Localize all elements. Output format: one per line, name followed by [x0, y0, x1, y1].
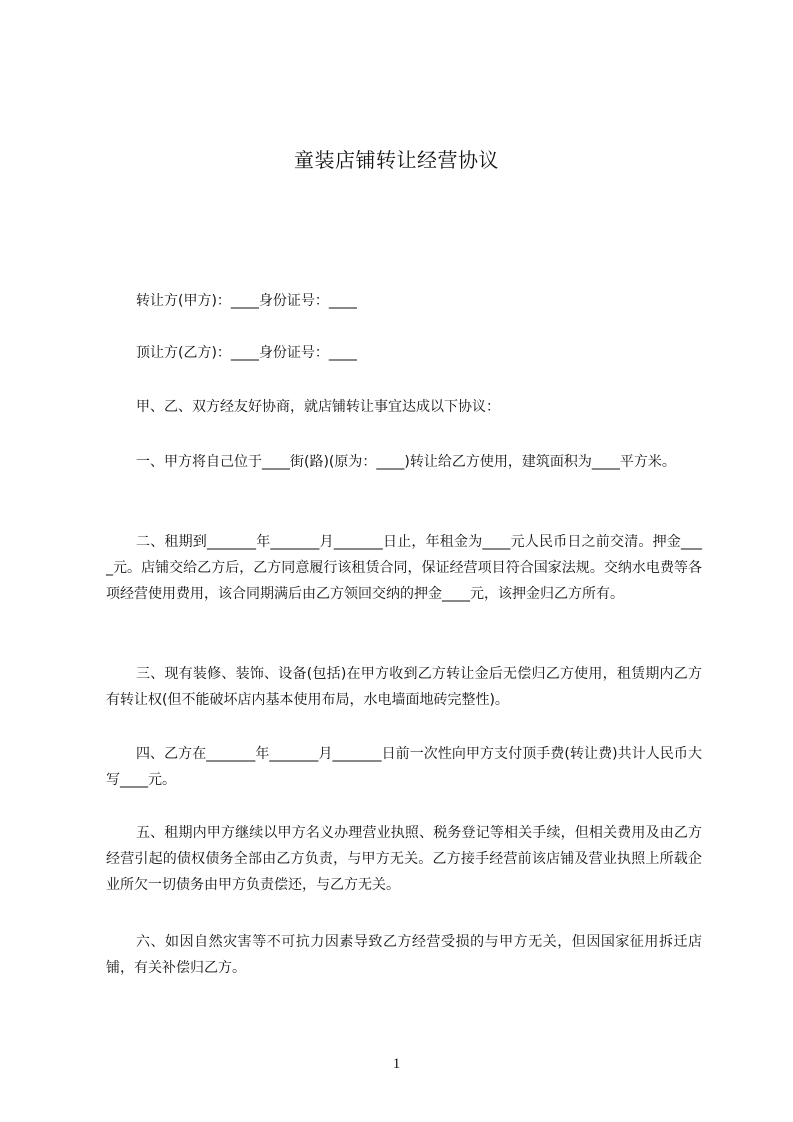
document-title: 童装店铺转让经营协议 [294, 148, 499, 172]
clause-2: 二、租期到_______年_______月_______日止，年租金为____元人民币日之前交清。押金____元。店铺交给乙方后，乙方同意履行该租赁合同，保证经营项目符合国家法规。交纳水电费等各项经营使用费用，该合同期满后由乙方领回交纳的押金____元，该押金归乙方所有。 [106, 534, 702, 602]
transferor-line: 转让方(甲方)：____身份证号：____ [136, 293, 357, 309]
clause-6: 六、如因自然灾害等不可抗力因素导致乙方经营受损的与甲方无关，但因国家征用拆迁店铺，有关补偿归乙方。 [106, 934, 702, 976]
clause-1: 一、甲方将自己位于____街(路)(原为：____)转让给乙方使用，建筑面积为____平方米。 [136, 454, 676, 470]
page-number: 1 [392, 1056, 401, 1072]
clause-5: 五、租期内甲方继续以甲方名义办理营业执照、税务登记等相关手续，但相关费用及由乙方经营引起的债权债务全部由乙方负责，与甲方无关。乙方接手经营前该店铺及营业执照上所载企业所欠一切债务由甲方负责偿还，与乙方无关。 [106, 825, 702, 893]
transferee-line: 顶让方(乙方)：____身份证号：____ [136, 345, 357, 361]
clause-3: 三、现有装修、装饰、设备(包括)在甲方收到乙方转让金后无偿归乙方使用，租赁期内乙方有转让权(但不能破坏店内基本使用布局，水电墙面地砖完整性)。 [106, 666, 702, 708]
clause-4: 四、乙方在_______年_______月_______日前一次性向甲方支付顶手费(转让费)共计人民币大写____元。 [106, 746, 702, 788]
agreement-preamble: 甲、乙、双方经友好协商，就店铺转让事宜达成以下协议： [136, 399, 500, 415]
